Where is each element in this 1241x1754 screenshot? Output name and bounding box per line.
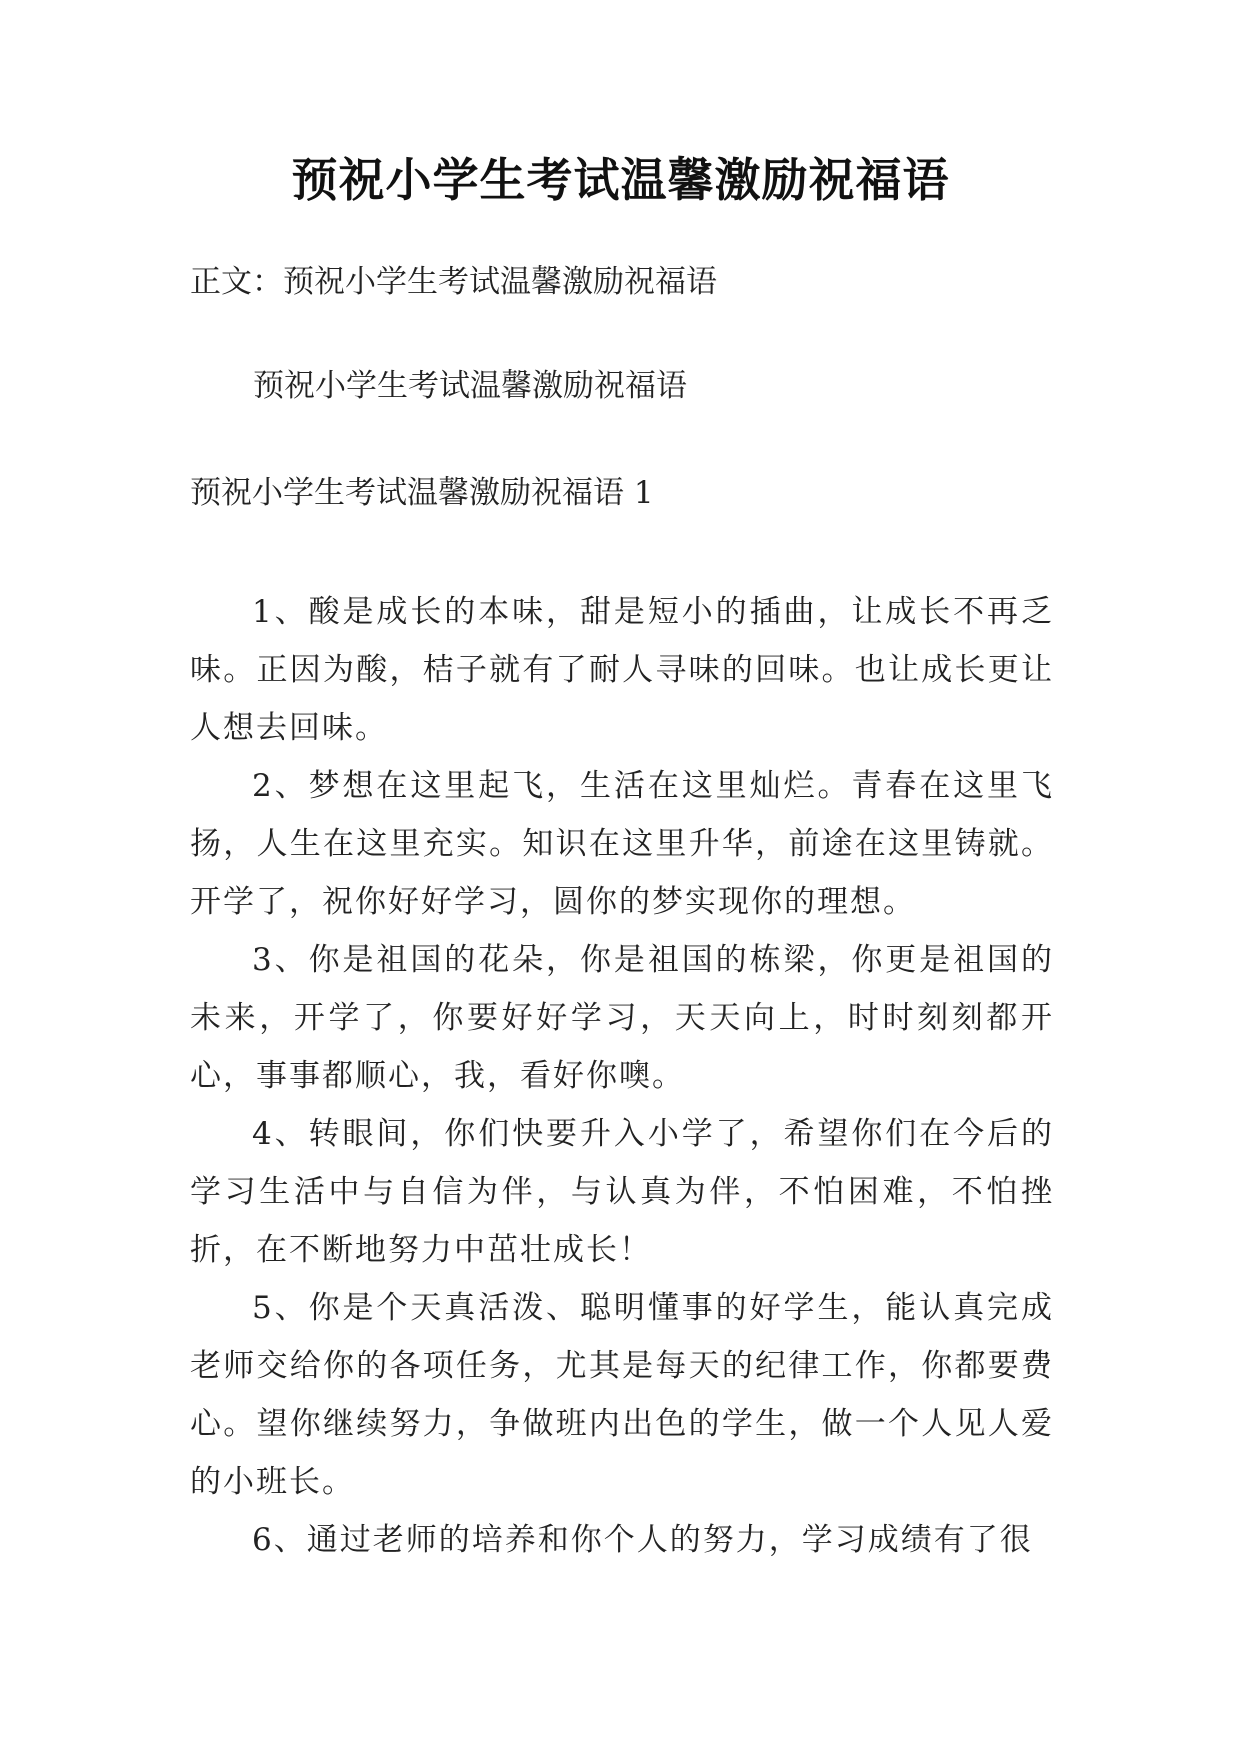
paragraph: 3、你是祖国的花朵，你是祖国的栋梁，你更是祖国的未来，开学了，你要好好学习，天天向上，时时刻刻都开心，事事都顺心，我，看好你噢。 <box>190 942 1054 1094</box>
subtitle: 预祝小学生考试温馨激励祝福语 <box>253 368 687 404</box>
label-line: 正文：预祝小学生考试温馨激励祝福语 <box>190 264 717 300</box>
body-text <box>190 583 1054 1569</box>
paragraph: 1、酸是成长的本味，甜是短小的插曲，让成长不再乏味。正因为酸，桔子就有了耐人寻味的回味。也让成长更让人想去回味。 <box>190 594 1054 746</box>
paragraph: 6、通过老师的培养和你个人的努力，学习成绩有了很 <box>252 1522 1033 1558</box>
paragraph: 4、转眼间，你们快要升入小学了，希望你们在今后的学习生活中与自信为伴，与认真为伴，不怕困难，不怕挫折，在不断地努力中茁壮成长！ <box>190 1116 1054 1268</box>
document-title: 预祝小学生考试温馨激励祝福语 <box>291 153 950 207</box>
paragraph: 5、你是个天真活泼、聪明懂事的好学生，能认真完成老师交给你的各项任务，尤其是每天的纪律工作，你都要费心。望你继续努力，争做班内出色的学生，做一个人见人爱的小班长。 <box>190 1290 1054 1500</box>
section-heading: 预祝小学生考试温馨激励祝福语 1 <box>190 475 654 511</box>
paragraph: 2、梦想在这里起飞，生活在这里灿烂。青春在这里飞扬，人生在这里充实。知识在这里升华，前途在这里铸就。开学了，祝你好好学习，圆你的梦实现你的理想。 <box>190 768 1054 920</box>
